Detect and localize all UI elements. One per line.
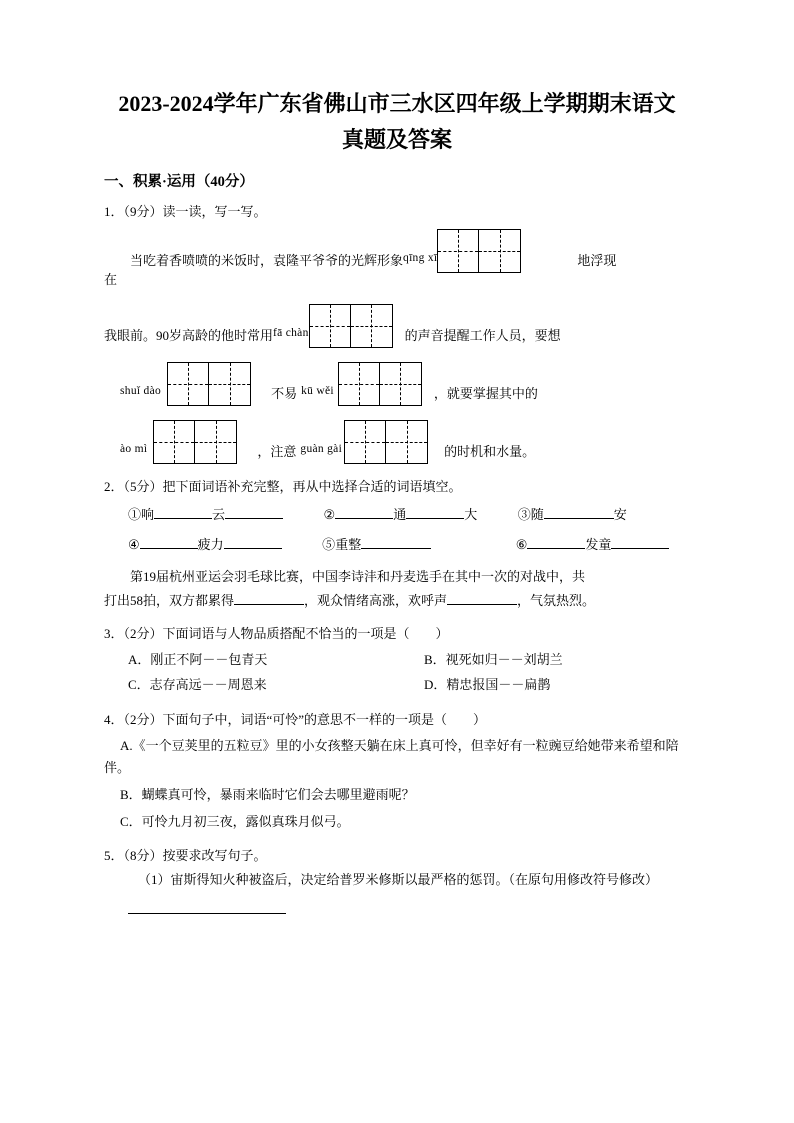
word-item-1-mid: 云 <box>212 507 226 522</box>
question-3-option-row-1 <box>128 647 690 672</box>
word-item-4 <box>128 530 282 560</box>
q2-para-blank-2[interactable] <box>447 604 517 605</box>
grid-cell[interactable] <box>479 230 520 272</box>
character-grid-box[interactable] <box>309 304 393 348</box>
question-3-option-a[interactable]: A．刚正不阿－－包青天 <box>128 652 268 667</box>
q1-row2-lead: 在 <box>104 272 118 287</box>
question-2-stem: 2．（5分）把下面词语补充完整，再从中选择合适的词语填空。 <box>104 479 462 494</box>
word-item-5 <box>322 530 431 560</box>
question-3-option-b[interactable]: B．视死如归－－刘胡兰 <box>424 652 563 667</box>
question-3-option-row-2 <box>128 672 690 697</box>
grid-cell[interactable] <box>380 363 421 405</box>
word-item-2 <box>324 500 478 530</box>
word-item-3-post: 安 <box>613 507 627 522</box>
q2-para-blank-1[interactable] <box>234 604 304 605</box>
word-item-6 <box>516 530 670 560</box>
question-2-word-row-1 <box>104 500 690 530</box>
word-item-1-blank-b[interactable] <box>225 518 283 519</box>
word-item-2-mid: 通 <box>393 507 407 522</box>
question-3-option-d[interactable]: D．精忠报国－－扁鹊 <box>424 677 551 692</box>
grid-cell[interactable] <box>209 363 250 405</box>
word-item-3 <box>518 500 627 530</box>
word-item-1-blank-a[interactable] <box>154 518 212 519</box>
q1-row1-tail: 地浮现 <box>577 253 617 268</box>
grid-cell[interactable] <box>386 421 427 463</box>
question-5-stem: 5．（8分）按要求改写句子。 <box>104 848 267 863</box>
character-grid-box[interactable] <box>153 420 237 464</box>
q2-para2-c: ，气氛热烈。 <box>517 593 596 608</box>
word-item-6-blank-a[interactable] <box>527 548 585 549</box>
q1-row4-tail: ，就要掌握其中的 <box>433 386 538 401</box>
question-2-paragraph-line-1: 第19届杭州亚运会羽毛球比赛，中国李诗沣和丹麦选手在其中一次的对战中，共 <box>130 569 586 584</box>
word-item-4-marker: ④ <box>128 537 140 552</box>
page-title <box>104 86 690 158</box>
word-item-3-blank-a[interactable] <box>544 518 614 519</box>
q1-row4-pinyin-2: kū wěi <box>301 385 334 397</box>
q1-row1-lead: 当吃着香喷喷的米饭时，袁隆平爷爷的光辉形象 <box>130 253 404 268</box>
character-grid-box[interactable] <box>344 420 428 464</box>
q1-row3-lead: 我眼前。90岁高龄的他时常用 <box>104 328 274 343</box>
word-item-1 <box>128 500 283 530</box>
question-1-stem: 1．（9分）读一读，写一写。 <box>104 204 267 219</box>
question-2-word-row-2 <box>104 530 690 560</box>
word-item-5-blank-a[interactable] <box>361 548 431 549</box>
grid-cell[interactable] <box>195 421 236 463</box>
word-item-2-blank-a[interactable] <box>335 518 393 519</box>
word-item-2-blank-b[interactable] <box>406 518 464 519</box>
question-3-options <box>104 647 690 697</box>
question-1-row-3 <box>104 300 690 350</box>
page-title-line-2: 真题及答案 <box>341 127 452 152</box>
word-item-4-blank-b[interactable] <box>224 548 282 549</box>
question-3-stem: 3．（2分）下面词语与人物品质搭配不恰当的一项是（ ） <box>104 626 449 641</box>
grid-cell[interactable] <box>351 305 392 347</box>
word-item-3-marker: ③ <box>517 507 531 522</box>
question-4-option-a[interactable]: A.《一个豆荚里的五粒豆》里的小女孩整天躺在床上真可怜，但幸好有一粒豌豆给她带来希望和陪伴。 <box>104 738 679 775</box>
word-item-1-pre: 响 <box>141 507 155 522</box>
word-item-2-marker: ② <box>323 507 336 522</box>
q1-row4-mid: 不易 <box>271 386 298 401</box>
question-1-row-4 <box>104 358 690 408</box>
word-item-3-pre: 随 <box>530 507 544 522</box>
question-5-answer-line[interactable] <box>128 912 286 914</box>
grid-cell[interactable] <box>339 363 380 405</box>
word-item-1-marker: ① <box>128 507 142 522</box>
grid-cell[interactable] <box>438 230 479 272</box>
word-item-4-blank-a[interactable] <box>140 548 198 549</box>
q1-row3-pinyin: fā chàn <box>273 327 309 339</box>
word-item-6-marker: ⑥ <box>515 537 528 552</box>
q2-para2-a: 打出58拍，双方都累得 <box>104 593 235 608</box>
page-title-line-1: 2023-2024学年广东省佛山市三水区四年级上学期期末语文 <box>118 91 676 116</box>
q1-row5-mid: ，注意 <box>257 444 297 459</box>
q1-row3-tail: 的声音提醒工作人员，要想 <box>404 328 561 343</box>
grid-cell[interactable] <box>310 305 351 347</box>
question-4-option-c[interactable]: C．可怜九月初三夜，露似真珠月似弓。 <box>120 814 350 829</box>
q2-para2-b: ，观众情绪高涨，欢呼声 <box>304 593 448 608</box>
character-grid-box[interactable] <box>338 362 422 406</box>
question-4-stem: 4．（2分）下面句子中，词语“可怜”的意思不一样的一项是（ ） <box>104 712 487 727</box>
question-3-option-c[interactable]: C．志存高远－－周恩来 <box>128 677 267 692</box>
q1-row1-pinyin: qīng xī <box>403 252 438 264</box>
question-1-row-1 <box>104 225 690 275</box>
grid-cell[interactable] <box>154 421 195 463</box>
word-item-6-mid: 发童 <box>585 537 612 552</box>
question-2-paragraph-line-2 <box>104 590 690 611</box>
word-item-6-blank-b[interactable] <box>611 548 669 549</box>
grid-cell[interactable] <box>345 421 386 463</box>
word-item-5-pre: 重整 <box>335 537 362 552</box>
word-item-5-marker: ⑤ <box>322 537 336 552</box>
word-item-2-post: 大 <box>464 507 478 522</box>
word-item-4-mid: 疲力 <box>197 537 224 552</box>
q1-row5-pinyin-1: ào mì <box>120 443 148 455</box>
q1-row4-pinyin-1: shuǐ dào <box>120 385 162 397</box>
question-4-option-b[interactable]: B．蝴蝶真可怜，暴雨来临时它们会去哪里避雨呢？ <box>120 787 415 802</box>
grid-cell[interactable] <box>168 363 209 405</box>
section-heading: 一、积累·运用（40分） <box>104 174 254 190</box>
character-grid-box[interactable] <box>167 362 251 406</box>
character-grid-box[interactable] <box>437 229 521 273</box>
q1-row5-tail: 的时机和水量。 <box>444 444 536 459</box>
q1-row5-pinyin-2: guàn gài <box>300 443 343 455</box>
question-1-row-5 <box>104 416 690 466</box>
question-5-sub-item-1: （1）宙斯得知火种被盗后，决定给普罗米修斯以最严格的惩罚。（在原句用修改符号修改） <box>138 872 659 887</box>
